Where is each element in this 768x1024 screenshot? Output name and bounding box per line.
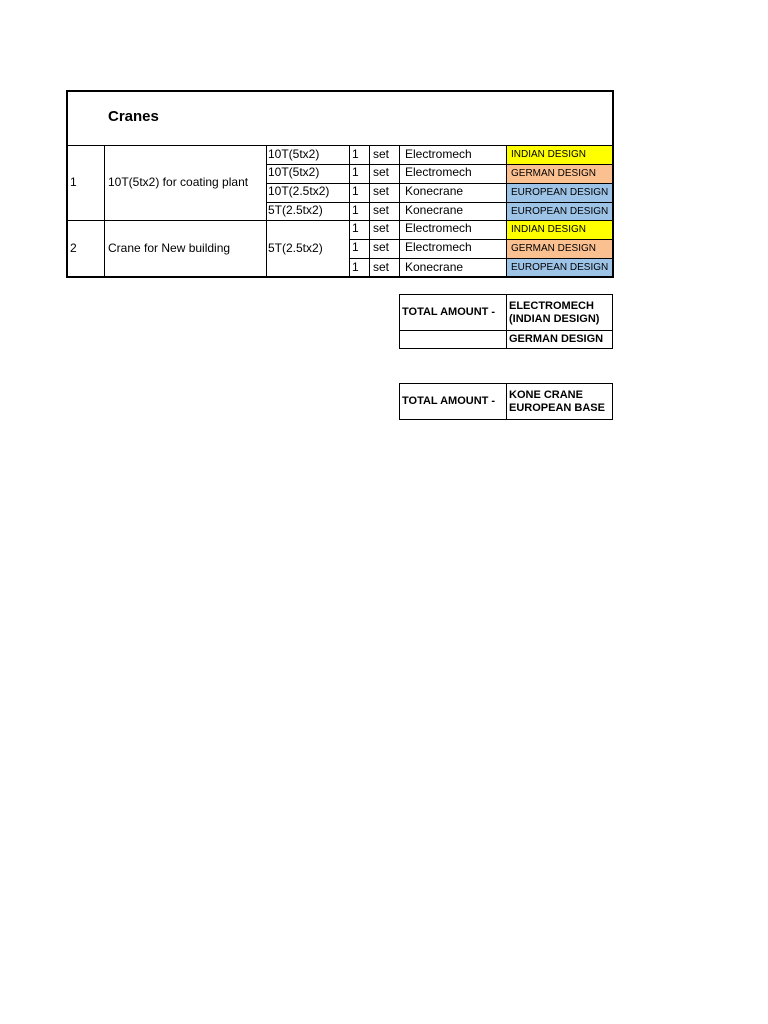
row-3-capacity: 10T(2.5tx2) bbox=[268, 184, 330, 198]
totals-2-border-right bbox=[612, 383, 613, 420]
row-4-capacity: 5T(2.5tx2) bbox=[268, 203, 323, 217]
row-divider-1 bbox=[266, 164, 613, 165]
row-7-qty: 1 bbox=[352, 260, 359, 274]
totals-2-border-left bbox=[399, 383, 400, 420]
table-border-right bbox=[612, 90, 614, 278]
row-1-capacity: 10T(5tx2) bbox=[268, 147, 320, 161]
row-4-unit: set bbox=[373, 203, 390, 217]
row-6-qty: 1 bbox=[352, 240, 359, 254]
row-5-maker: Electromech bbox=[405, 221, 472, 235]
group-1-description: 10T(5tx2) for coating plant bbox=[108, 175, 249, 189]
table-title: Cranes bbox=[108, 110, 159, 124]
totals-1-line2: (INDIAN DESIGN) bbox=[509, 313, 600, 325]
row-7-maker: Konecrane bbox=[405, 260, 464, 274]
row-2-design-tag: GERMAN DESIGN bbox=[507, 164, 613, 183]
row-2-maker: Electromech bbox=[405, 165, 472, 179]
totals-2-border-center bbox=[506, 383, 507, 420]
table-border-top bbox=[66, 90, 614, 92]
row-1-unit: set bbox=[373, 147, 390, 161]
group-1-number: 1 bbox=[70, 175, 77, 189]
totals-1-border-right bbox=[612, 294, 613, 349]
totals-1-border-center bbox=[506, 294, 507, 349]
group-2-number: 2 bbox=[70, 241, 77, 255]
row-divider-6 bbox=[349, 258, 613, 259]
row-7-unit: set bbox=[373, 260, 390, 274]
group-2-capacity: 5T(2.5tx2) bbox=[268, 241, 323, 255]
totals-2-line1: KONE CRANE bbox=[509, 389, 583, 401]
table-border-left bbox=[66, 90, 68, 278]
row-4-qty: 1 bbox=[352, 203, 359, 217]
row-3-qty: 1 bbox=[352, 184, 359, 198]
row-1-design-tag: INDIAN DESIGN bbox=[507, 146, 613, 164]
row-5-unit: set bbox=[373, 221, 390, 235]
totals-1-label: TOTAL AMOUNT - bbox=[402, 306, 496, 318]
row-3-unit: set bbox=[373, 184, 390, 198]
totals-1-line1: ELECTROMECH bbox=[509, 300, 594, 312]
row-6-maker: Electromech bbox=[405, 240, 472, 254]
row-3-maker: Konecrane bbox=[405, 184, 464, 198]
row-7-design-tag: EUROPEAN DESIGN bbox=[507, 258, 613, 277]
row-5-qty: 1 bbox=[352, 221, 359, 235]
totals-2-label: TOTAL AMOUNT - bbox=[402, 395, 496, 407]
row-6-unit: set bbox=[373, 240, 390, 254]
row-divider-5 bbox=[349, 239, 613, 240]
col-divider-1 bbox=[104, 145, 105, 277]
header-divider bbox=[66, 145, 614, 146]
group-2-description: Crane for New building bbox=[108, 241, 231, 255]
row-4-maker: Konecrane bbox=[405, 203, 464, 217]
table-border-bottom bbox=[66, 276, 614, 278]
row-2-capacity: 10T(5tx2) bbox=[268, 165, 320, 179]
totals-1-border-left bbox=[399, 294, 400, 349]
row-divider-3 bbox=[266, 202, 613, 203]
row-1-qty: 1 bbox=[352, 147, 359, 161]
row-2-qty: 1 bbox=[352, 165, 359, 179]
row-2-unit: set bbox=[373, 165, 390, 179]
totals-1-row2: GERMAN DESIGN bbox=[509, 333, 604, 345]
group-divider bbox=[66, 220, 614, 221]
totals-2-line2: EUROPEAN BASE bbox=[509, 402, 605, 414]
row-4-design-tag: EUROPEAN DESIGN bbox=[507, 202, 613, 221]
row-6-design-tag: GERMAN DESIGN bbox=[507, 239, 613, 258]
row-5-design-tag: INDIAN DESIGN bbox=[507, 220, 613, 239]
row-1-maker: Electromech bbox=[405, 147, 472, 161]
row-divider-2 bbox=[266, 183, 613, 184]
row-3-design-tag: EUROPEAN DESIGN bbox=[507, 183, 613, 202]
